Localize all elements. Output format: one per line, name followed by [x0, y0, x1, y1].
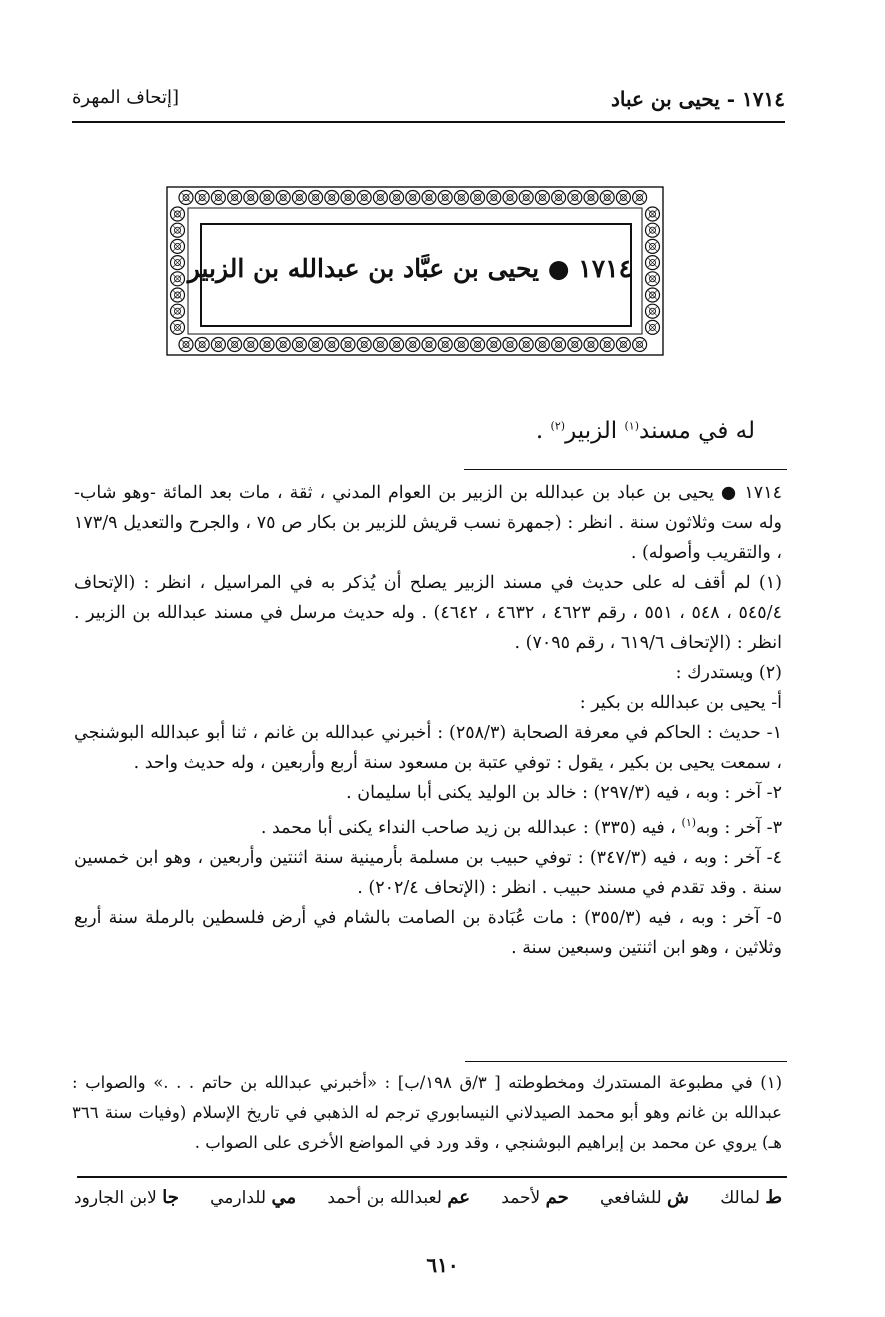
note-2-subheading: أ- يحيى بن عبدالله بن بكير : [579, 693, 782, 713]
item-2: ٢- آخر : وبه ، فيه (٢٩٧/٣) : خالد بن الوليد يكنى أبا سليمان . [346, 783, 782, 803]
has-in-musnad-line [536, 418, 755, 444]
codes-rule [77, 1176, 787, 1178]
item-4: ٤- آخر : وبه ، فيه (٣٤٧/٣) : توفي حبيب بن مسلمة بأرمينية سنة اثنتين وأربعين ، وهو ابن خمسين سنة . وقد تقدم في مسند حبيب . انظر : (الإتحاف ٢٠٢/٤) . [74, 847, 782, 898]
code-abdullah: عم لعبدالله بن أحمد [327, 1187, 471, 1208]
header-entry-title: ١٧١٤ - يحيى بن عباد [610, 87, 785, 111]
code-ibn-jarud: جا لابن الجارود [74, 1187, 179, 1208]
biography-note: ١٧١٤ ● يحيى بن عباد بن عبدالله بن الزبير بن العوام المدني ، ثقة ، مات بعد المائة -وهو شاب- وله ست وثلاثون سنة . انظر : (جمهرة نسب قريش للزبير بن بكار ص ٧٥ ، والجرح والتعديل ١٧٣/٩ ، والتقريب وأصوله) . [74, 483, 782, 563]
item-3 [74, 808, 782, 843]
has-line-text-1: له في مسند [639, 418, 755, 444]
code-shafii: ش للشافعي [599, 1187, 690, 1208]
item-3-text-a: ٣- آخر : وبه [696, 817, 782, 838]
notes-body [74, 478, 782, 963]
running-header [72, 85, 785, 121]
footnote-rule [465, 1061, 787, 1062]
item-5: ٥- آخر : وبه ، فيه (٣٥٥/٣) : مات عُبَادة بن الصامت بالشام في أرض فلسطين بالرملة سنة أربع وثلاثين ، وهو ابن اثنتين وسبعين سنة . [74, 907, 783, 958]
abbreviation-key [74, 1187, 782, 1208]
item-1: ١- حديث : الحاكم في معرفة الصحابة (٢٥٨/٣) : أخبرني عبدالله بن غانم ، ثنا أبو عبدالله البوشنجي ، سمعت يحيى بن بكير ، يقول : توفي عتبة بن مسعود سنة أربع وأربعين ، وله حديث واحد . [74, 723, 783, 773]
has-line-text-2: الزبير [565, 418, 625, 444]
item-3-footnote-ref: (١) [681, 816, 697, 829]
code-ahmad: حم لأحمد [501, 1187, 569, 1208]
footnote-1: (١) في مطبوعة المستدرك ومخطوطته [ ٣/ق ١٩٨/ب] : «أخبرني عبدالله بن حاتم . . .» والصواب : عبدالله بن غانم وهو أبو محمد الصيدلاني النيسابوري ترجم له الذهبي في تاريخ الإسلام (وفيات سنة ٣٦٦ هـ) يروي عن محمد بن إبراهيم البوشنجي ، وقد ورد في المواضع الأخرى على الصواب . [72, 1073, 783, 1152]
separator-rule [464, 469, 787, 470]
footnote-ref-1: (١) [624, 419, 640, 433]
has-line-text-3: . [535, 418, 551, 444]
note-1: (١) لم أقف له على حديث في مسند الزبير يصلح أن يُذكر به في المراسيل ، انظر : (الإتحاف ٥٤٥/٤ ، ٥٤٨ ، ٥٥١ ، رقم ٤٦٢٣ ، ٤٦٣٢ ، ٤٦٤٢) . وله حديث مرسل في مسند عبدالله بن الزبير . انظر : (الإتحاف ٦١٩/٦ ، رقم ٧٠٩٥) . [74, 573, 782, 653]
footnote-section [72, 1068, 782, 1158]
code-darimi: مي للدارمي [210, 1187, 297, 1208]
footnote-ref-2: (٢) [550, 419, 566, 433]
entry-title: ١٧١٤ ● يحيى بن عبَّاد بن عبدالله بن الزبير [187, 254, 632, 283]
code-malik: ط لمالك [720, 1187, 782, 1208]
page-number: ٦١٠ [426, 1253, 459, 1277]
header-rule [72, 121, 785, 123]
header-book-title: [إتحاف المهرة [72, 87, 180, 108]
note-2-heading: (٢) ويستدرك : [675, 663, 782, 683]
item-3-text-b: ، فيه (٣٣٥) : عبدالله بن زيد صاحب النداء يكنى أبا محمد . [260, 817, 682, 838]
